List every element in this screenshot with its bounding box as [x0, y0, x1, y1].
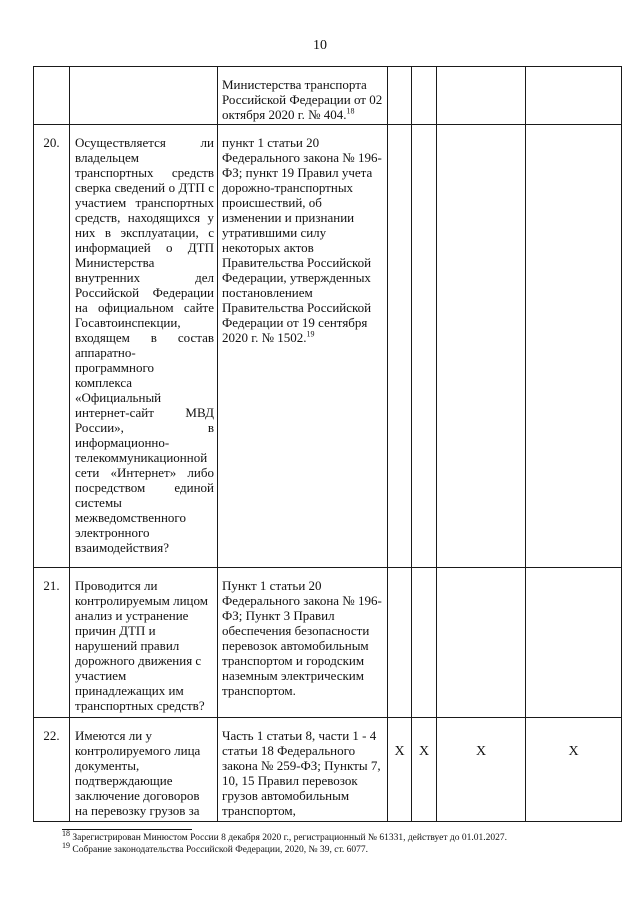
row-number: [34, 67, 70, 125]
table-row: [34, 125, 622, 568]
requirement-cell: [70, 67, 218, 125]
table-row: [34, 568, 622, 718]
table-row: [34, 718, 622, 822]
mark-cell: [388, 568, 412, 718]
legal-reference-text: Часть 1 статьи 8, части 1 - 4 статьи 18 Федерального закона № 259-ФЗ; Пункты 7, 10, 15 Правил перевозок грузов автомобильным транспортом,: [222, 728, 381, 818]
mark-cell: [526, 568, 622, 718]
legal-reference-cell: [218, 67, 388, 125]
page-number: 10: [313, 38, 327, 53]
footnote-separator: [62, 829, 192, 830]
mark-cell: [388, 67, 412, 125]
footnote-ref: 18: [346, 106, 355, 116]
row-number: 20.: [34, 125, 70, 568]
mark-cell: Х: [526, 718, 622, 822]
mark-cell: [437, 568, 526, 718]
mark-cell: Х: [437, 718, 526, 822]
footnote-text: Собрание законодательства Российской Федерации, 2020, № 39, ст. 6077.: [72, 845, 369, 855]
checklist-table: [33, 66, 622, 822]
footnote-number: 19: [62, 840, 70, 850]
legal-reference-text: пункт 1 статьи 20 Федерального закона № 196-ФЗ; пункт 19 Правил учета дорожно-транспортных происшествий, об изменении и признании утратившими силу некоторых актов Правительства Российской Федерации, утвержденных постановлением Правительства Российской Федерации от 19 сентября 2020 г. № 1502.: [222, 135, 382, 345]
footnote: [62, 828, 622, 844]
mark-cell: [412, 125, 437, 568]
legal-reference-cell: [218, 718, 388, 822]
row-number: 22.: [34, 718, 70, 822]
requirement-cell: Имеются ли у контролируемого лица документы, подтверждающие заключение договоров на перевозку грузов за: [70, 718, 218, 822]
row-number: 21.: [34, 568, 70, 718]
legal-reference-text: Министерства транспорта Российской Федерации от 02 октября 2020 г. № 404.: [222, 77, 383, 122]
footnote-number: 18: [62, 828, 70, 838]
requirement-cell: Проводится ли контролируемым лицом анализ и устранение причин ДТП и нарушений правил дорожного движения с участием принадлежащих им транспортных средств?: [70, 568, 218, 718]
table-row: [34, 67, 622, 125]
mark-cell: Х: [388, 718, 412, 822]
mark-cell: [388, 125, 412, 568]
footnote-text: Зарегистрирован Минюстом России 8 декабря 2020 г., регистрационный № 61331, действует до 01.01.2027.: [72, 833, 507, 843]
mark-cell: [412, 67, 437, 125]
footnotes: [62, 828, 622, 856]
requirement-cell: Осуществляется ли владельцем транспортных средств сверка сведений о ДТП с участием транспортных средств, находящихся у них в эксплуатации, с информацией о ДТП Министерства внутренних дел Российской Федерации на официальном сайте Госавтоинспекции, входящем в состав аппаратно-программного комплекса «Официальный интернет-сайт МВД России», в информационно-телекоммуникационной сети «Интернет» либо посредством единой системы межведомственного электронного взаимодействия?: [70, 125, 218, 568]
mark-cell: [526, 67, 622, 125]
footnote: [62, 840, 622, 856]
legal-reference-text: Пункт 1 статьи 20 Федерального закона № 196-ФЗ; Пункт 3 Правил обеспечения безопасности перевозок автомобильным транспортом и городским наземным электрическим транспортом.: [222, 578, 382, 698]
mark-cell: Х: [412, 718, 437, 822]
mark-cell: [526, 125, 622, 568]
mark-cell: [437, 125, 526, 568]
mark-cell: [412, 568, 437, 718]
legal-reference-cell: [218, 568, 388, 718]
legal-reference-cell: [218, 125, 388, 568]
mark-cell: [437, 67, 526, 125]
footnote-ref: 19: [306, 329, 315, 339]
